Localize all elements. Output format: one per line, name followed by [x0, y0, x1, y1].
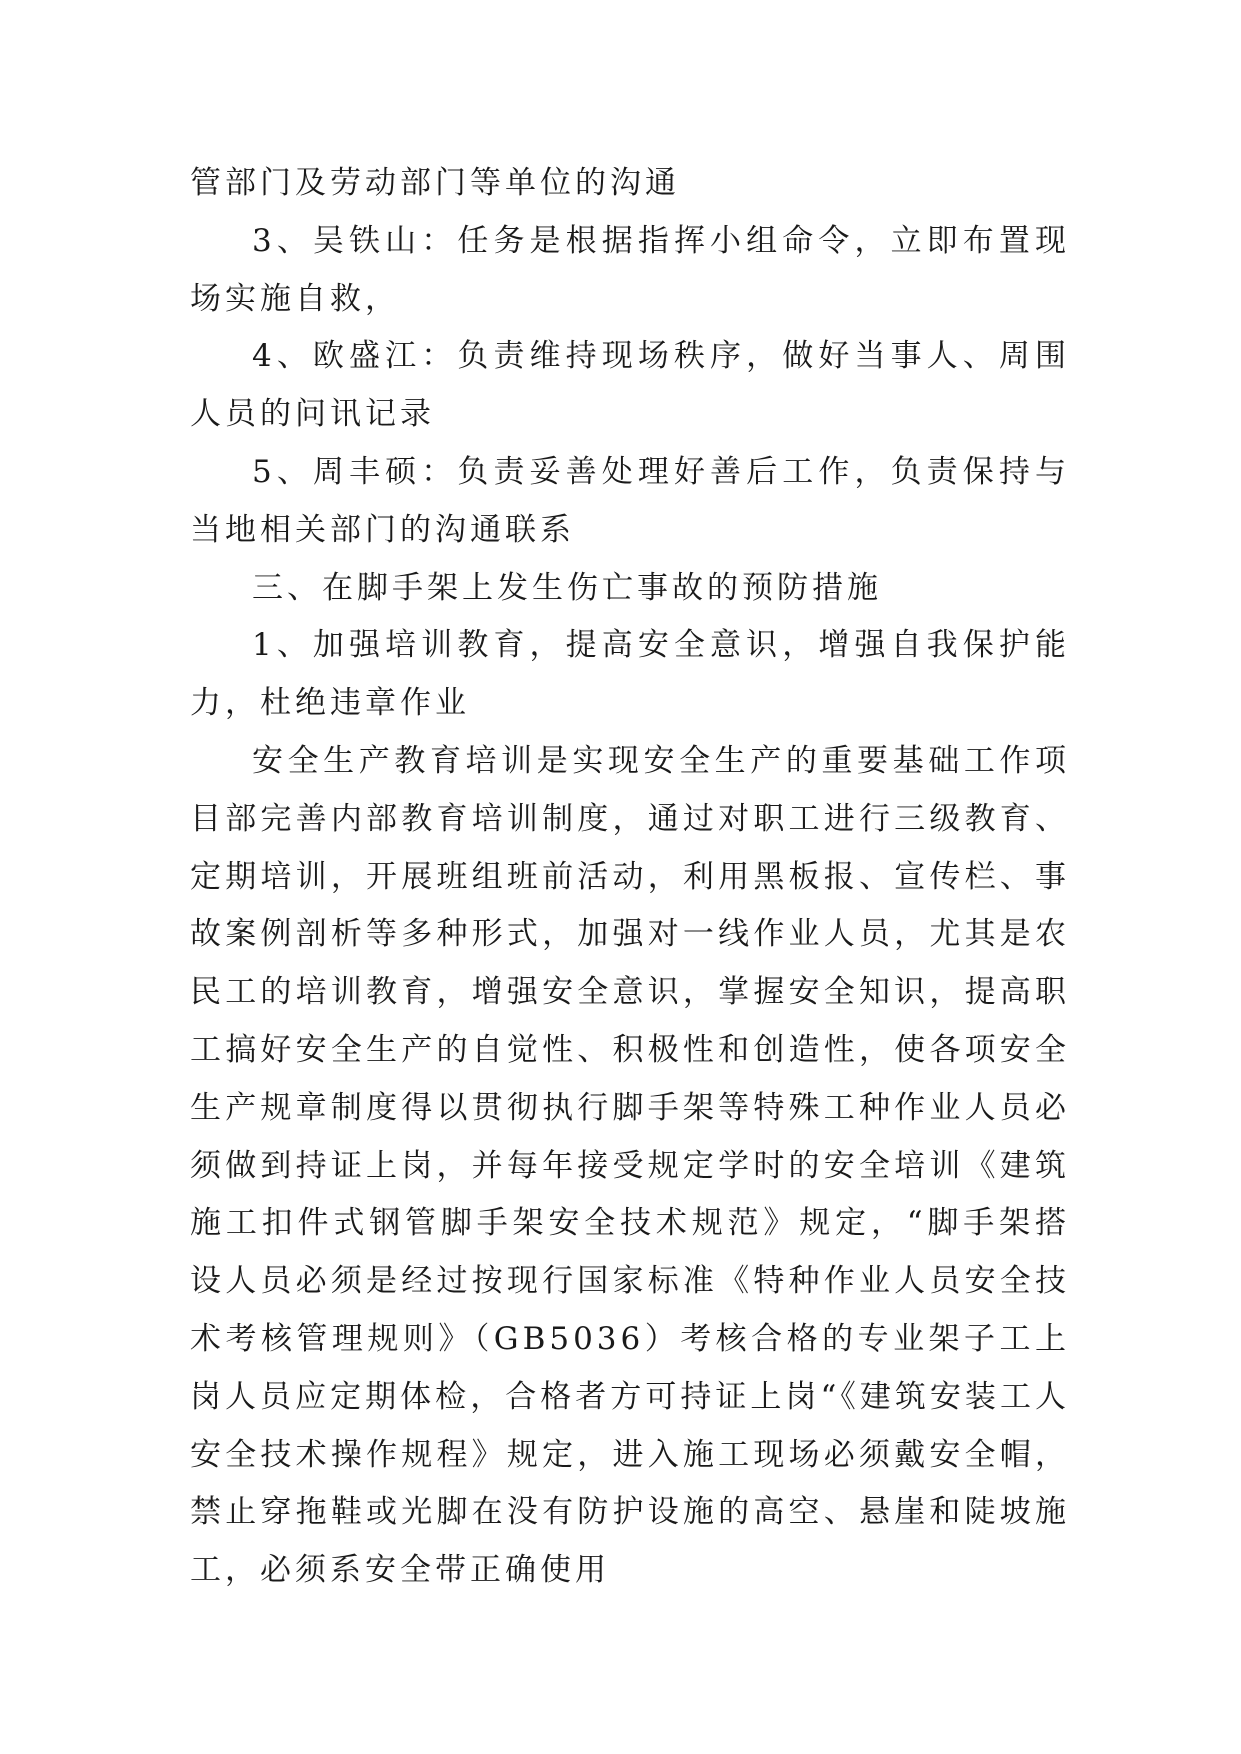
section-heading: 三、在脚手架上发生伤亡事故的预防措施 [252, 569, 882, 606]
document-body [190, 155, 1070, 1600]
paragraph-2: 3、吴铁山：任务是根据指挥小组命令，立即布置现场实施自救， [190, 222, 1070, 317]
paragraph-7: 安全生产教育培训是实现安全生产的重要基础工作项目部完善内部教育培训制度，通过对职工进行三级教育、定期培训，开展班组班前活动，利用黑板报、宣传栏、事故案例剖析等多种形式，加强对一线作业人员，尤其是农民工的培训教育，增强安全意识，掌握安全知识，提高职工搞好安全生产的自觉性、积极性和创造性，使各项安全生产规章制度得以贯彻执行脚手架等特殊工种作业人员必须做到持证上岗，并每年接受规定学时的安全培训《建筑施工扣件式钢管脚手架安全技术规范》规定，“脚手架搭设人员必须是经过按现行国家标准《特种作业人员安全技术考核管理规则》（GB5036）考核合格的专业架子工上岗人员应定期体检，合格者方可持证上岗“《建筑安装工人安全技术操作规程》规定，进入施工现场必须戴安全帽，禁止穿拖鞋或光脚在没有防护设施的高空、悬崖和陡坡施工，必须系安全带正确使用 [190, 742, 1070, 1589]
paragraph-3: 4、欧盛江：负责维持现场秩序，做好当事人、周围人员的问讯记录 [190, 338, 1070, 433]
paragraph-4: 5、周丰硕：负责妥善处理好善后工作，负责保持与当地相关部门的沟通联系 [190, 453, 1070, 548]
paragraph-6: 1、加强培训教育，提高安全意识，增强自我保护能力，杜绝违章作业 [190, 627, 1070, 722]
paragraph-1: 管部门及劳动部门等单位的沟通 [190, 165, 680, 201]
